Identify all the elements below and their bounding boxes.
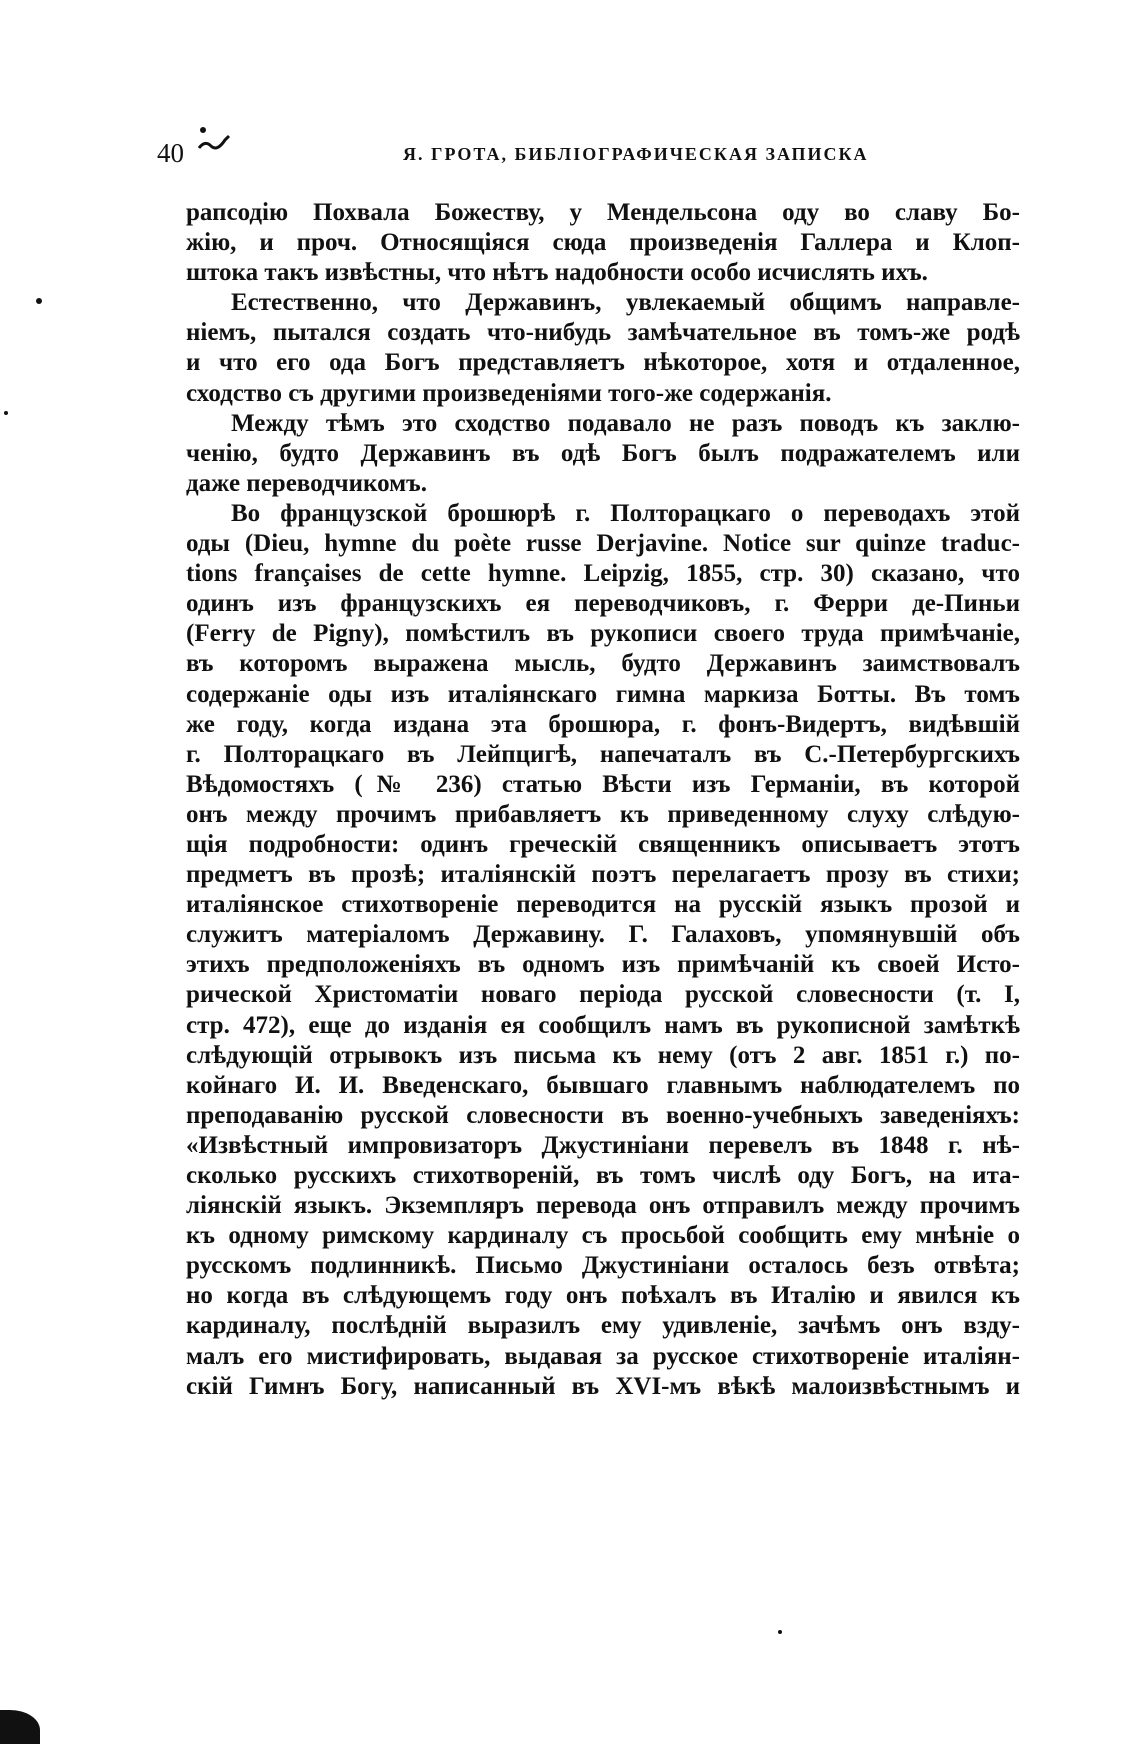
scan-edge-mark: [0, 1710, 40, 1744]
text-line: сколько русскихъ стихотвореній, въ томъ числѣ оду Богъ, на ита-: [186, 1162, 1020, 1189]
text-line: койнаго И. И. Введенскаго, бывшаго главнымъ наблюдателемъ по: [186, 1071, 1020, 1099]
margin-dot: [4, 411, 8, 415]
text-line: этихъ предположеніяхъ въ одномъ изъ примѣчаній къ своей Исто-: [186, 951, 1020, 979]
text-line: но когда въ слѣдующемъ году онъ поѣхалъ въ Италію и явился къ: [186, 1282, 1020, 1310]
text-line: Вѣдомостяхъ (№ 236) статью Вѣсти изъ Германіи, въ которой: [186, 770, 1020, 798]
text-line: къ одному римскому кардиналу съ просьбой сообщить ему мнѣніе о: [186, 1222, 1020, 1250]
text-line: слѣдующій отрывокъ изъ письма къ нему (отъ 2 авг. 1851 г.) по-: [186, 1041, 1020, 1069]
text-line: италіянское стихотвореніе переводится на русскій языкъ прозой и: [186, 891, 1020, 919]
text-line: Во французской брошюрѣ г. Полторацкаго о переводахъ этой: [231, 499, 1020, 527]
text-line: русскомъ подлинникѣ. Письмо Джустиніани осталось безъ отвѣта;: [186, 1252, 1020, 1280]
text-line: въ которомъ выражена мысль, будто Державинъ заимствовалъ: [186, 650, 1020, 678]
text-line: и что его ода Богъ представляетъ нѣкоторое, хотя и отдаленное,: [186, 349, 1020, 377]
text-line: жію, и проч. Относящіяся сюда произведенія Галлера и Клоп-: [186, 229, 1020, 257]
text-line: ніемъ, пытался создать что-нибудь замѣчательное въ томъ-же родѣ: [186, 319, 1020, 347]
page-header: [157, 138, 1017, 178]
text-line: стр. 472), еще до изданія ея сообщилъ намъ въ рукописной замѣткѣ: [186, 1011, 1020, 1039]
ornament-icon: [195, 122, 235, 162]
text-line: ченію, будто Державинъ въ одѣ Богъ былъ подражателемъ или: [186, 439, 1020, 467]
text-line: штока такъ извѣстны, что нѣтъ надобности особо исчислять ихъ.: [186, 259, 928, 287]
text-line: служитъ матеріаломъ Державину. Г. Галаховъ, упомянувшій объ: [186, 921, 1020, 949]
text-line: кардиналу, послѣдній выразилъ ему удивленіе, зачѣмъ онъ взду-: [186, 1312, 1020, 1340]
text-line: даже переводчикомъ.: [186, 469, 428, 497]
text-line: малъ его мистифировать, выдавая за русское стихотвореніе италіян-: [186, 1342, 1020, 1370]
text-line: рапсодію Похвала Божеству, у Мендельсона оду во славу Бо-: [186, 199, 1020, 226]
text-line: tions françaises de cette hymne. Leipzig, 1855, стр. 30) сказано, что: [186, 560, 1020, 588]
margin-dot: [36, 298, 42, 304]
text-line: онъ между прочимъ прибавляетъ къ приведенному слуху слѣдую-: [186, 800, 1020, 828]
text-line: одинъ изъ французскихъ ея переводчиковъ, г. Ферри де-Пиньи: [186, 590, 1020, 618]
text-line: же году, когда издана эта брошюра, г. фонъ-Видертъ, видѣвшій: [186, 710, 1020, 738]
text-line: преподаванію русской словесности въ военно-учебныхъ заведеніяхъ:: [186, 1101, 1020, 1129]
text-line: Естественно, что Державинъ, увлекаемый общимъ направле-: [231, 289, 1020, 317]
text-line: предметъ въ прозѣ; италіянскій поэтъ перелагаетъ прозу въ стихи;: [186, 861, 1020, 889]
text-line: ліянскій языкъ. Экземпляръ перевода онъ отправилъ между прочимъ: [186, 1192, 1020, 1220]
text-line: оды (Dieu, hymne du poète russe Derjavine. Notice sur quinze traduc-: [186, 530, 1020, 558]
text-line: рической Христоматіи новаго періода русской словесности (т. I,: [186, 981, 1020, 1009]
running-title: Я. ГРОТА, БИБЛІОГРАФИЧЕСКАЯ ЗАПИСКА: [403, 144, 869, 164]
text-line: содержаніе оды изъ италіянскаго гимна маркиза Ботты. Въ томъ: [186, 680, 1020, 708]
text-line: «Извѣстный импровизаторъ Джустиніани перевелъ въ 1848 г. нѣ-: [186, 1131, 1020, 1159]
text-line: скій Гимнъ Богу, написанный въ XVI-мъ вѣкѣ малоизвѣстнымъ и: [186, 1372, 1020, 1400]
text-line: сходство съ другими произведеніями того-же содержанія.: [186, 379, 832, 407]
text-line: Между тѣмъ это сходство подавало не разъ поводъ къ заклю-: [231, 409, 1020, 437]
page-number: 40: [157, 138, 184, 168]
page-body: [186, 198, 1020, 1402]
margin-dot: [778, 1630, 782, 1634]
text-line: (Ferry de Pigny), помѣстилъ въ рукописи своего труда примѣчаніе,: [186, 620, 1020, 648]
text-line: г. Полторацкаго въ Лейпцигѣ, напечаталъ въ С.-Петербургскихъ: [186, 740, 1020, 768]
text-line: щія подробности: одинъ греческій священникъ описываетъ этотъ: [186, 830, 1020, 858]
